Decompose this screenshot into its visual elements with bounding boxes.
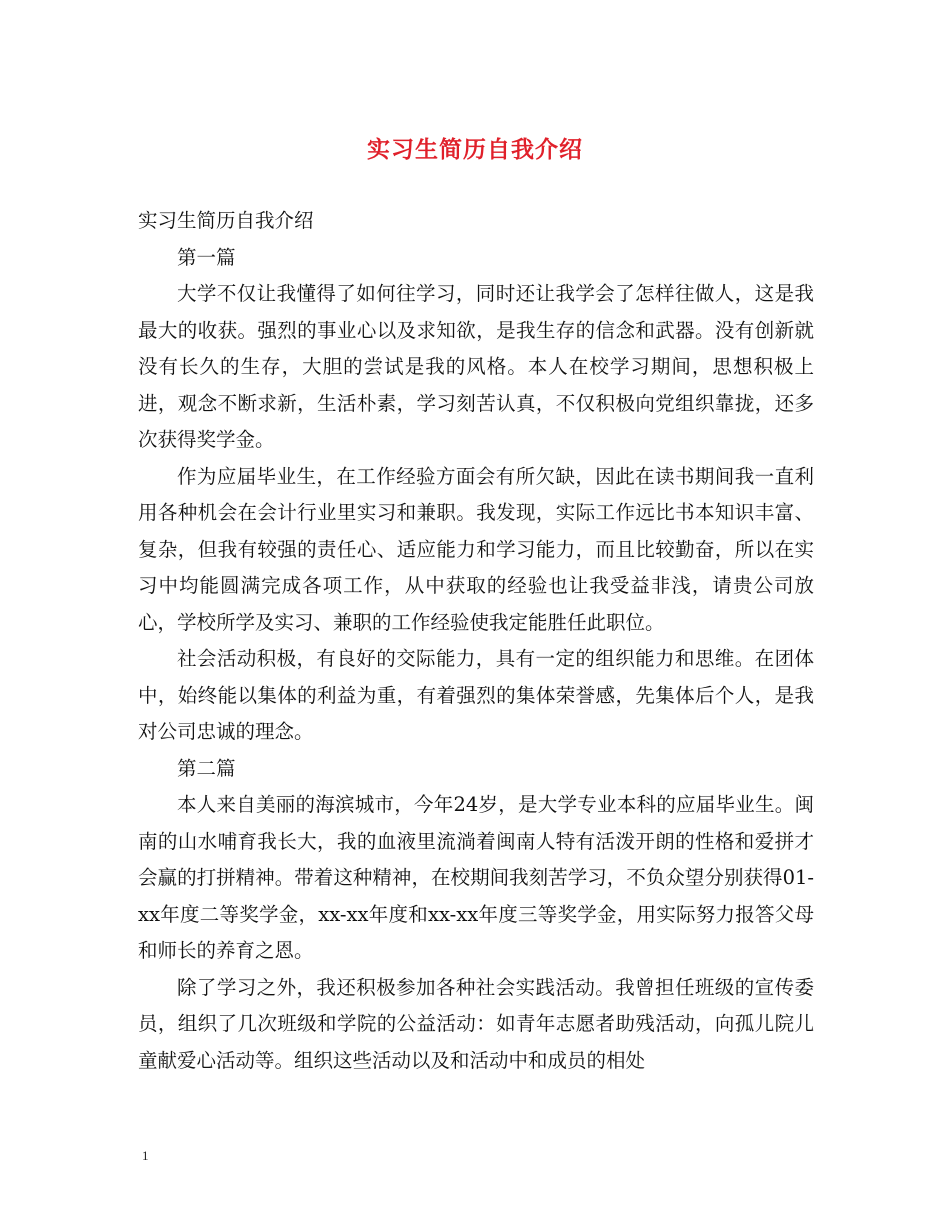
section-heading-2: 第二篇 [177,756,236,780]
page-title: 实习生简历自我介绍 [367,136,583,163]
section-heading-1: 第一篇 [177,245,236,269]
paragraph: 本人来自美丽的海滨城市，今年24岁，是大学专业本科的应届毕业生。闽南的山水哺育我长大，我的血液里流淌着闽南人特有活泼开朗的性格和爱拼才会赢的打拼精神。带着这种精神，在校期间我刻苦学习，不负众望分别获得01-xx年度二等奖学金，xx-xx年度和xx-xx年度三等奖学金，用实际努力报答父母和师长的养育之恩。 [138,793,814,962]
paragraph: 大学不仅让我懂得了如何往学习，同时还让我学会了怎样往做人，这是我最大的收获。强烈的事业心以及求知欲，是我生存的信念和武器。没有创新就没有长久的生存，大胆的尝试是我的风格。本人在校学习期间，思想积极上进，观念不断求新，生活朴素，学习刻苦认真，不仅积极向党组织靠拢，还多次获得奖学金。 [138,282,814,451]
page-number: 1 [142,1148,149,1163]
paragraph: 作为应届毕业生，在工作经验方面会有所欠缺，因此在读书期间我一直利用各种机会在会计行业里实习和兼职。我发现，实际工作远比书本知识丰富、复杂，但我有较强的责任心、适应能力和学习能力，而且比较勤奋，所以在实习中均能圆满完成各项工作，从中获取的经验也让我受益非浅，请贵公司放心，学校所学及实习、兼职的工作经验使我定能胜任此职位。 [138,464,814,634]
paragraph: 社会活动积极，有良好的交际能力，具有一定的组织能力和思维。在团体中，始终能以集体的利益为重，有着强烈的集体荣誉感，先集体后个人，是我对公司忠诚的理念。 [138,647,814,743]
paragraph: 除了学习之外，我还积极参加各种社会实践活动。我曾担任班级的宣传委员，组织了几次班级和学院的公益活动：如青年志愿者助残活动，向孤儿院儿童献爱心活动等。组织这些活动以及和活动中和成员的相处 [138,975,814,1072]
document-body [138,203,814,1079]
document-subtitle: 实习生简历自我介绍 [138,209,314,232]
